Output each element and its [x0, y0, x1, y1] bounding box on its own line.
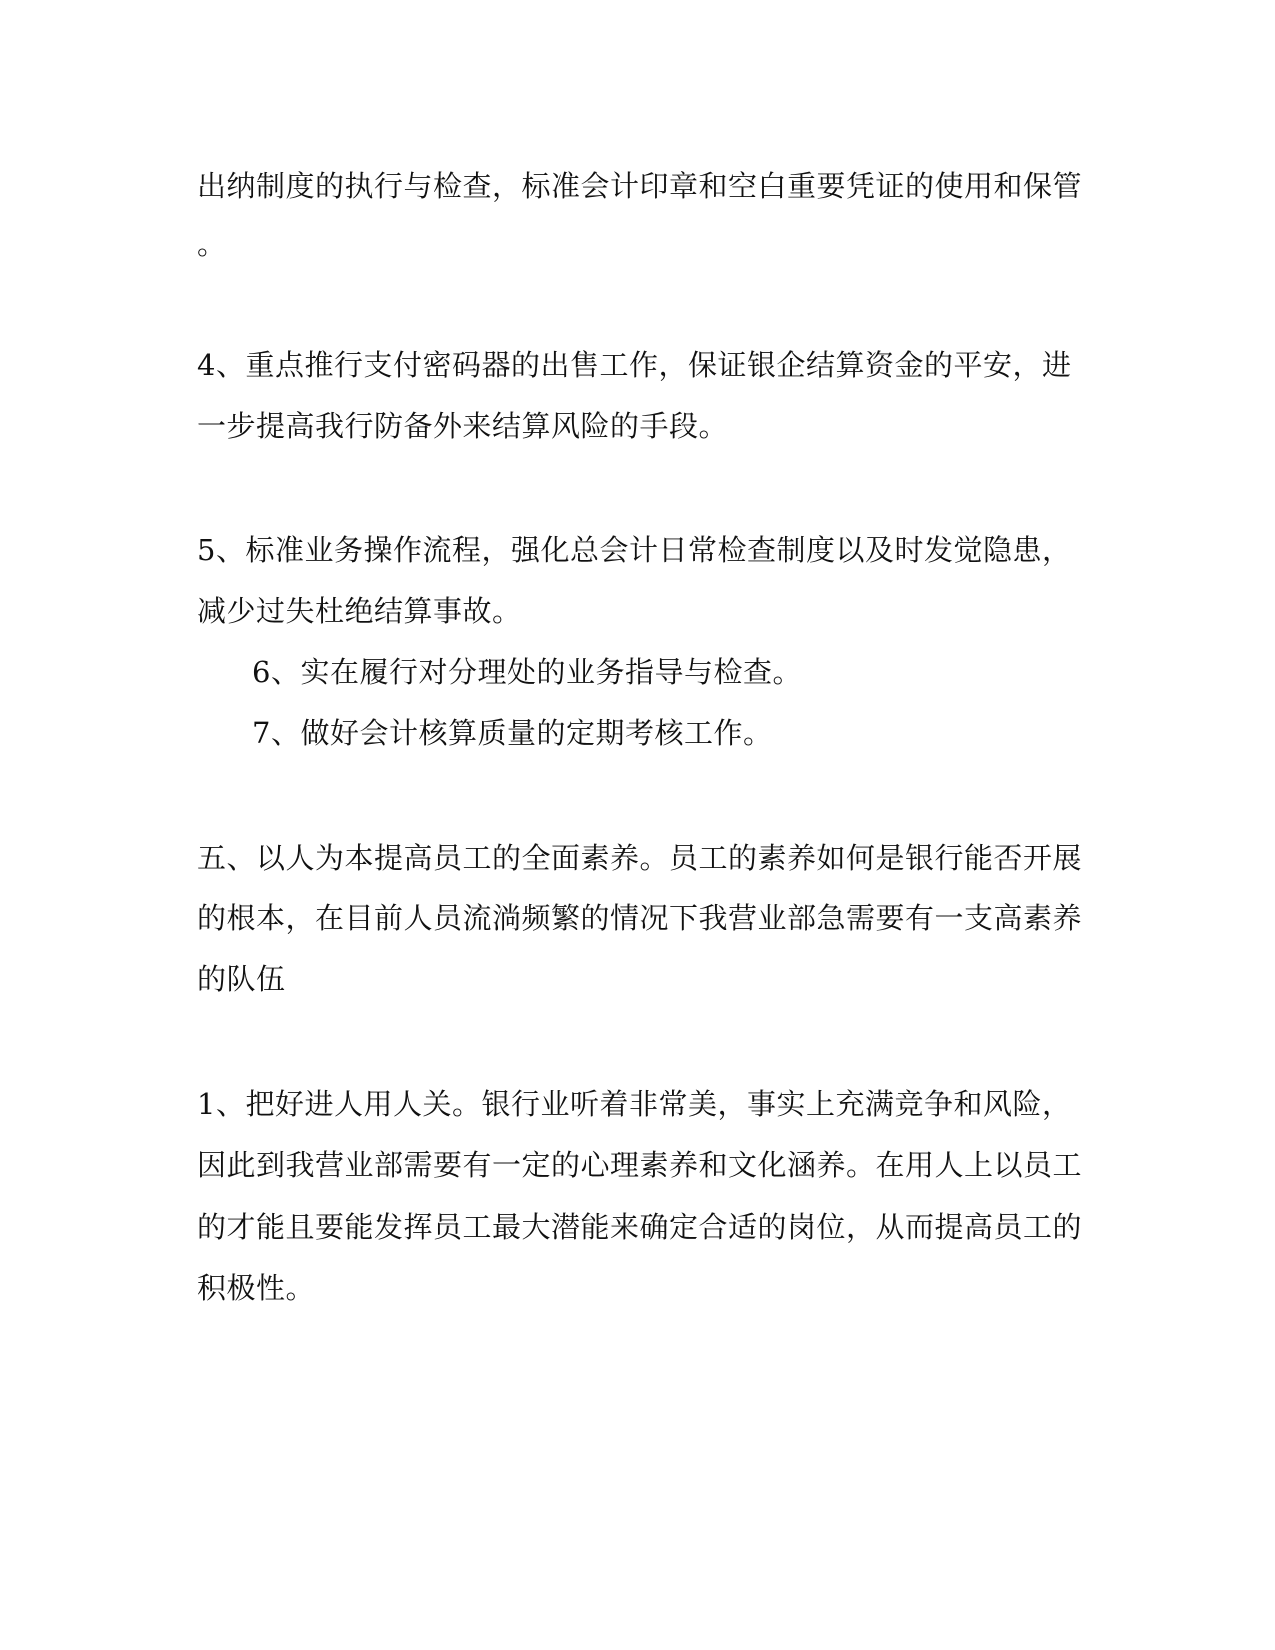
item-1-line-1: 1、把好进人用人关。银行业听着非常美，事实上充满竞争和风险，	[197, 1087, 1072, 1121]
item-4-line-1: 4、重点推行支付密码器的出售工作，保证银企结算资金的平安，进	[197, 348, 1072, 382]
item-6: 6、实在履行对分理处的业务指导与检查。	[252, 655, 802, 689]
section-5-line-2: 的根本，在目前人员流淌频繁的情况下我营业部急需要有一支高素养	[197, 901, 1083, 935]
item-5-line-2: 减少过失杜绝结算事故。	[197, 594, 522, 628]
section-5-line-1: 五、以人为本提高员工的全面素养。员工的素养如何是银行能否开展	[197, 841, 1083, 875]
item-4-line-2: 一步提高我行防备外来结算风险的手段。	[197, 409, 729, 443]
item-5-line-1: 5、标准业务操作流程，强化总会计日常检查制度以及时发觉隐患，	[197, 533, 1072, 567]
item-7: 7、做好会计核算质量的定期考核工作。	[252, 716, 773, 750]
paragraph-3-line-1: 出纳制度的执行与检查，标准会计印章和空白重要凭证的使用和保管	[197, 169, 1083, 203]
section-5-line-3: 的队伍	[197, 962, 286, 996]
item-1-line-3: 的才能且要能发挥员工最大潜能来确定合适的岗位，从而提高员工的	[197, 1210, 1083, 1244]
item-1-line-2: 因此到我营业部需要有一定的心理素养和文化涵养。在用人上以员工	[197, 1148, 1083, 1182]
paragraph-3-line-2: 。	[197, 227, 227, 261]
item-1-line-4: 积极性。	[197, 1271, 316, 1305]
